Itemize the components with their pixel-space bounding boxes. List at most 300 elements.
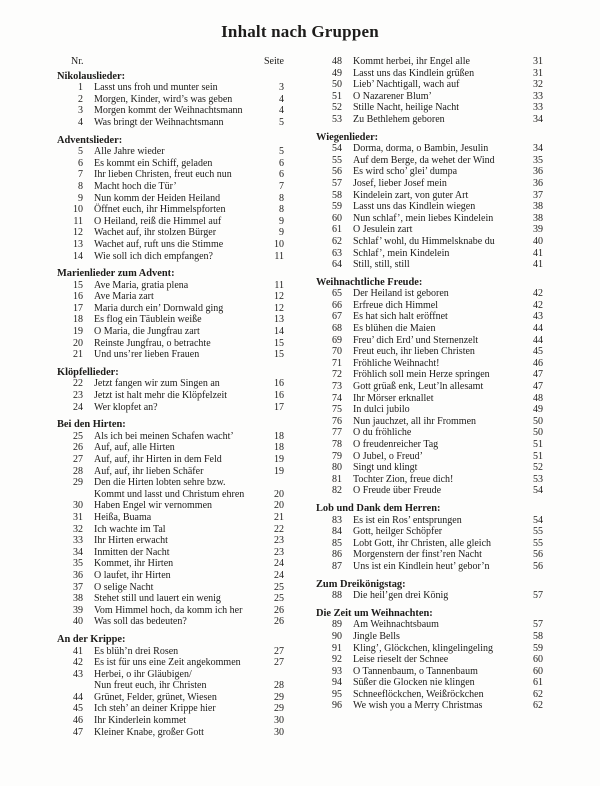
page-number: 58 <box>533 630 543 642</box>
song-title: Was soll das bedeuten? <box>94 616 187 628</box>
song-number: 5 <box>78 146 83 158</box>
toc-entry-row <box>57 146 284 158</box>
page-number: 30 <box>274 726 284 738</box>
page-number: 42 <box>533 299 543 311</box>
toc-entry-row <box>57 326 284 338</box>
song-number: 89 <box>332 619 342 631</box>
song-title: Süßer die Glocken nie klingen <box>353 677 475 689</box>
song-title: Ave Maria zart <box>94 291 154 303</box>
toc-entry-row <box>316 143 543 155</box>
page-number: 29 <box>274 703 284 715</box>
toc-entry-row <box>316 311 543 323</box>
page-number: 33 <box>533 102 543 114</box>
toc-section <box>316 56 543 126</box>
toc-section <box>57 419 284 628</box>
page-number: 34 <box>533 143 543 155</box>
page-number: 47 <box>533 381 543 393</box>
toc-entry-row <box>316 416 543 428</box>
seite-column-header: Seite <box>264 56 284 67</box>
toc-entry-row <box>57 303 284 315</box>
toc-entry-row <box>57 524 284 536</box>
page-number: 44 <box>533 323 543 335</box>
page-number: 5 <box>279 116 284 128</box>
song-number: 64 <box>332 259 342 271</box>
song-title: Herbei, o ihr Gläubigen/ <box>94 668 192 680</box>
song-title: O laufet, ihr Hirten <box>94 569 171 581</box>
song-number: 88 <box>332 590 342 602</box>
song-number: 74 <box>332 392 342 404</box>
page-number: 15 <box>274 349 284 361</box>
song-title: Es flog ein Täublein weiße <box>94 314 202 326</box>
song-number: 57 <box>332 177 342 189</box>
song-title: O Maria, die Jungfrau zart <box>94 326 200 338</box>
song-number: 18 <box>73 314 83 326</box>
song-number: 47 <box>73 726 83 738</box>
song-number: 72 <box>332 369 342 381</box>
song-title: Ich steh’ an deiner Krippe hier <box>94 703 216 715</box>
song-title: Gott, heilger Schöpfer <box>353 526 443 538</box>
song-title: O Nazarener Blum’ <box>353 90 432 102</box>
toc-entry-row <box>316 91 543 103</box>
song-title: Wachet auf, ruft uns die Stimme <box>94 238 224 250</box>
page-number: 59 <box>533 642 543 654</box>
song-number: 15 <box>73 279 83 291</box>
toc-entry-row <box>316 549 543 561</box>
page-number: 3 <box>279 82 284 94</box>
page-number: 41 <box>533 247 543 259</box>
toc-entry-row <box>57 193 284 205</box>
toc-entry-row <box>316 300 543 312</box>
song-number: 94 <box>332 677 342 689</box>
song-number: 81 <box>332 473 342 485</box>
page-number: 27 <box>274 645 284 657</box>
song-title: Freut euch, ihr lieben Christen <box>353 346 475 358</box>
toc-section <box>316 277 543 497</box>
toc-entry-row <box>57 169 284 181</box>
song-number: 26 <box>73 442 83 454</box>
song-number: 6 <box>78 157 83 169</box>
page-number: 35 <box>533 154 543 166</box>
song-number: 40 <box>73 616 83 628</box>
song-title: O Tannenbaum, o Tannenbaum <box>353 665 478 677</box>
toc-entry-row <box>316 631 543 643</box>
song-title: Was bringt der Weihnachtsmann <box>94 116 224 128</box>
song-number: 12 <box>73 227 83 239</box>
page-number: 12 <box>274 291 284 303</box>
toc-entry-row <box>57 570 284 582</box>
song-number: 68 <box>332 323 342 335</box>
toc-entry-row <box>57 669 284 681</box>
song-title: Zu Bethlehem geboren <box>353 113 445 125</box>
toc-entry-row <box>316 166 543 178</box>
song-number: 48 <box>332 56 342 67</box>
toc-entry-row <box>57 280 284 292</box>
song-number: 44 <box>73 691 83 703</box>
song-title: Auf, auf, ihr lieben Schäfer <box>94 465 204 477</box>
song-title: Lasst uns froh und munter sein <box>94 82 218 94</box>
song-number: 58 <box>332 189 342 201</box>
toc-entry-row <box>316 485 543 497</box>
song-title: Schlaf’, mein Kindelein <box>353 247 450 259</box>
song-number: 42 <box>73 657 83 669</box>
song-number: 95 <box>332 688 342 700</box>
toc-entry-row <box>316 102 543 114</box>
song-number: 62 <box>332 235 342 247</box>
page-number: 24 <box>274 569 284 581</box>
toc-section <box>316 132 543 271</box>
toc-entry-row <box>57 216 284 228</box>
song-number: 38 <box>73 593 83 605</box>
page-number: 5 <box>279 146 284 158</box>
toc-entry-row <box>316 56 543 68</box>
song-number: 1 <box>78 82 83 94</box>
page-number: 56 <box>533 560 543 572</box>
song-number: 70 <box>332 346 342 358</box>
song-title: Freu’ dich Erd’ und Sternenzelt <box>353 334 479 346</box>
page-number: 36 <box>533 166 543 178</box>
song-title: Gott grüaß enk, Leut’ln allesamt <box>353 381 484 393</box>
page-number: 23 <box>274 546 284 558</box>
song-number: 25 <box>73 430 83 442</box>
section-heading: Adventslieder: <box>57 134 123 146</box>
page-number: 24 <box>274 558 284 570</box>
toc-entry-row <box>57 117 284 129</box>
song-number: 20 <box>73 337 83 349</box>
toc-entry-row <box>57 535 284 547</box>
song-title: O Jubel, o Freud’ <box>353 450 423 462</box>
song-number: 63 <box>332 247 342 259</box>
page-number: 33 <box>533 90 543 102</box>
page-number: 12 <box>274 302 284 314</box>
song-title: Jingle Bells <box>353 630 400 642</box>
toc-entry-row <box>316 369 543 381</box>
song-title: Heißa, Buama <box>94 511 152 523</box>
toc-entry-row <box>316 515 543 527</box>
song-title: Dorma, dorma, o Bambin, Jesulin <box>353 143 489 155</box>
page-number: 17 <box>274 401 284 413</box>
page-number: 54 <box>533 514 543 526</box>
toc-entry-row <box>316 178 543 190</box>
toc-entry-row <box>57 605 284 617</box>
song-number: 55 <box>332 154 342 166</box>
toc-entry-row <box>316 677 543 689</box>
toc-entry-row <box>57 204 284 216</box>
section-heading: Zum Dreikönigstag: <box>316 578 406 590</box>
toc-entry-row <box>57 646 284 658</box>
song-title: Tochter Zion, freue dich! <box>353 473 454 485</box>
toc-entry-row <box>316 248 543 260</box>
song-number: 45 <box>73 703 83 715</box>
section-heading: Marienlieder zum Advent: <box>57 268 175 280</box>
toc-entry-row <box>316 381 543 393</box>
page-number: 19 <box>274 454 284 465</box>
page-number: 57 <box>533 619 543 631</box>
song-number: 83 <box>332 514 342 526</box>
song-title: Auf, auf, ihr Hirten in dem Feld <box>94 454 222 465</box>
song-number: 17 <box>73 302 83 314</box>
song-number: 71 <box>332 357 342 369</box>
page-number: 57 <box>533 590 543 602</box>
song-number: 92 <box>332 654 342 666</box>
page-number: 54 <box>533 485 543 497</box>
song-title: Es ist ein Ros’ entsprungen <box>353 514 462 526</box>
song-number: 51 <box>332 90 342 102</box>
song-title: Ihr Kinderlein kommet <box>94 715 187 727</box>
song-number: 30 <box>73 500 83 512</box>
song-number: 59 <box>332 201 342 213</box>
song-number: 66 <box>332 299 342 311</box>
song-number: 91 <box>332 642 342 654</box>
song-number: 2 <box>78 93 83 105</box>
toc-entry-row <box>316 335 543 347</box>
song-number: 50 <box>332 79 342 91</box>
song-title: Kling’, Glöckchen, klingelingeling <box>353 642 493 654</box>
song-title: Uns ist ein Kindlein heut’ gebor’n <box>353 560 490 572</box>
song-number: 65 <box>332 288 342 300</box>
toc-entry-row <box>57 715 284 727</box>
page-number: 55 <box>533 537 543 549</box>
page-number: 61 <box>533 677 543 689</box>
page-number: 31 <box>533 56 543 67</box>
page-number: 48 <box>533 392 543 404</box>
page-number: 50 <box>533 427 543 439</box>
song-title: O selige Nacht <box>94 581 154 593</box>
toc-entry-row <box>57 94 284 106</box>
song-number: 87 <box>332 560 342 572</box>
song-title: In dulci jubilo <box>353 404 410 416</box>
toc-entry-row <box>316 451 543 463</box>
toc-entry-row <box>316 224 543 236</box>
song-number: 32 <box>73 523 83 535</box>
song-title: Alle Jahre wieder <box>94 146 165 158</box>
page-number: 49 <box>533 404 543 416</box>
page-number: 60 <box>533 654 543 666</box>
toc-entry-row <box>316 201 543 213</box>
toc-entry-row <box>57 239 284 251</box>
song-title: Es hat sich halt eröffnet <box>353 311 448 323</box>
page-number: 51 <box>533 439 543 450</box>
page-number: 52 <box>533 462 543 474</box>
toc-section <box>57 71 284 129</box>
song-number: 75 <box>332 404 342 416</box>
song-number: 35 <box>73 558 83 570</box>
section-heading: Klöpfellieder: <box>57 366 119 378</box>
toc-entry-row <box>57 512 284 524</box>
song-title: Lasst uns das Kindlein grüßen <box>353 67 475 79</box>
page-number: 19 <box>274 465 284 477</box>
song-title: Ihr Mörser erknallet <box>353 392 434 404</box>
song-number: 4 <box>78 116 83 128</box>
toc-entry-row <box>57 158 284 170</box>
toc-entry-row <box>57 547 284 559</box>
song-title: Schneeflöckchen, Weißröckchen <box>353 688 484 700</box>
song-title: Vom Himmel hoch, da komm ich her <box>94 604 243 616</box>
page-number: 14 <box>274 326 284 338</box>
page-number: 37 <box>533 189 543 201</box>
toc-column-right <box>316 56 543 738</box>
song-title: Auf, auf, alle Hirten <box>94 442 175 454</box>
toc-entry-row <box>57 251 284 263</box>
toc-entry-row <box>57 338 284 350</box>
toc-entry-row <box>316 427 543 439</box>
song-title: Wie soll ich dich empfangen? <box>94 250 213 262</box>
toc-entry-row <box>57 616 284 628</box>
song-title: Still, still, still <box>353 259 410 271</box>
song-title: Singt und klingt <box>353 462 418 474</box>
song-title: Ihr lieben Christen, freut euch nun <box>94 169 232 181</box>
song-title: We wish you a Merry Christmas <box>353 700 483 712</box>
song-title: Die heil’gen drei König <box>353 590 449 602</box>
song-number: 84 <box>332 526 342 538</box>
toc-entry-row <box>57 105 284 117</box>
song-title: Kommt und lasst und Christum ehren <box>94 488 245 500</box>
toc-entry-row <box>316 79 543 91</box>
song-title: Grünet, Felder, grünet, Wiesen <box>94 691 217 703</box>
page-number: 25 <box>274 581 284 593</box>
page-number: 55 <box>533 526 543 538</box>
toc-entry-row <box>57 582 284 594</box>
toc-entry-row <box>316 155 543 167</box>
song-title: Josef, lieber Josef mein <box>353 177 447 189</box>
song-title: Nun freut euch, ihr Christen <box>94 680 207 692</box>
toc-section <box>57 634 284 738</box>
toc-entry-row <box>57 477 284 489</box>
song-title: Macht hoch die Tür’ <box>94 180 177 192</box>
toc-entry-row <box>316 346 543 358</box>
song-number: 13 <box>73 238 83 250</box>
toc-section <box>57 268 284 361</box>
section-heading: An der Krippe: <box>57 633 126 645</box>
song-number: 21 <box>73 349 83 361</box>
page-number: 9 <box>279 227 284 239</box>
toc-entry-row <box>316 700 543 712</box>
toc-entry-row <box>57 314 284 326</box>
song-number: 34 <box>73 546 83 558</box>
toc-entry-row <box>57 558 284 570</box>
song-number: 8 <box>78 180 83 192</box>
song-number: 36 <box>73 569 83 581</box>
song-number: 60 <box>332 212 342 224</box>
song-title: O Heiland, reiß die Himmel auf <box>94 215 222 227</box>
toc-entry-row <box>57 657 284 669</box>
song-title: Wachet auf, ihr stolzen Bürger <box>94 227 217 239</box>
page-number: 31 <box>533 67 543 79</box>
toc-entry-row <box>316 561 543 573</box>
toc-entry-row <box>316 114 543 126</box>
song-title: Nun schlaf’, mein liebes Kindelein <box>353 212 494 224</box>
page-number: 8 <box>279 204 284 216</box>
song-number: 27 <box>73 454 83 465</box>
page-number: 20 <box>274 500 284 512</box>
toc-entry-row <box>57 442 284 454</box>
song-title: Leise rieselt der Schnee <box>353 654 449 666</box>
toc-entry-row <box>57 291 284 303</box>
section-heading: Nikolauslieder: <box>57 70 126 82</box>
page-number: 29 <box>274 691 284 703</box>
column-header-row <box>57 56 284 68</box>
toc-entry-row <box>316 654 543 666</box>
song-number: 56 <box>332 166 342 178</box>
page-number: 20 <box>274 488 284 500</box>
toc-entry-row <box>57 82 284 94</box>
song-title: Es ist für uns eine Zeit angekommen <box>94 657 241 669</box>
song-number: 53 <box>332 113 342 125</box>
song-title: Morgen, Kinder, wird’s was geben <box>94 93 233 105</box>
toc-section <box>316 503 543 573</box>
song-title: Kommet, ihr Hirten <box>94 558 174 570</box>
song-number: 29 <box>73 477 83 489</box>
song-title: Am Weihnachtsbaum <box>353 619 439 631</box>
song-title: Fröhliche Weihnacht! <box>353 357 440 369</box>
page-number: 53 <box>533 473 543 485</box>
toc-entry-row <box>57 349 284 361</box>
song-number: 16 <box>73 291 83 303</box>
song-title: Erfreue dich Himmel <box>353 299 438 311</box>
page-number: 4 <box>279 93 284 105</box>
page-number: 23 <box>274 535 284 547</box>
toc-entry-row <box>316 404 543 416</box>
toc-entry-row <box>316 68 543 80</box>
song-title: Ave Maria, gratia plena <box>94 279 189 291</box>
song-number: 73 <box>332 381 342 393</box>
page-number: 15 <box>274 337 284 349</box>
song-number: 19 <box>73 326 83 338</box>
song-number: 69 <box>332 334 342 346</box>
toc-entry-row <box>316 643 543 655</box>
song-title: Ich wachte im Tal <box>94 523 166 535</box>
song-title: Der Heiland ist geboren <box>353 288 449 300</box>
song-number: 86 <box>332 549 342 561</box>
song-title: Stehet still und lauert ein wenig <box>94 593 221 605</box>
page-number: 16 <box>274 390 284 402</box>
song-title: Morgen kommt der Weihnachtsmann <box>94 105 243 117</box>
song-title: Es kommt ein Schiff, geladen <box>94 157 213 169</box>
song-title: Kindelein zart, von guter Art <box>353 189 469 201</box>
song-title: Den die Hirten lobten sehre bzw. <box>94 477 226 489</box>
page-number: 45 <box>533 346 543 358</box>
page-number: 51 <box>533 450 543 462</box>
song-title: Kleiner Knabe, großer Gott <box>94 726 204 738</box>
page-title: Inhalt nach Gruppen <box>221 22 379 41</box>
toc-entry-row <box>316 462 543 474</box>
song-title: O Jesulein zart <box>353 224 413 236</box>
song-number: 78 <box>332 439 342 450</box>
song-title: Stille Nacht, heilige Nacht <box>353 102 460 114</box>
song-title: Schlaf’ wohl, du Himmelsknabe du <box>353 235 495 247</box>
song-title: O du fröhliche <box>353 427 412 439</box>
toc-entry-row <box>57 454 284 466</box>
song-number: 90 <box>332 630 342 642</box>
song-title: Wer klopfet an? <box>94 401 158 413</box>
song-number: 10 <box>73 204 83 216</box>
song-number: 33 <box>73 535 83 547</box>
page-number: 18 <box>274 430 284 442</box>
page-number: 4 <box>279 105 284 117</box>
toc-entry-row <box>316 259 543 271</box>
toc-entry-row <box>316 393 543 405</box>
toc-entry-row <box>57 431 284 443</box>
toc-entry-row <box>316 288 543 300</box>
song-number: 11 <box>73 215 83 227</box>
song-number: 49 <box>332 67 342 79</box>
song-title: Lobt Gott, ihr Christen, alle gleich <box>353 537 492 549</box>
toc-entry-row <box>316 358 543 370</box>
song-number: 24 <box>73 401 83 413</box>
song-number: 46 <box>73 715 83 727</box>
toc-entry-row <box>316 689 543 701</box>
page-number: 11 <box>274 279 284 291</box>
toc-entry-row <box>316 323 543 335</box>
